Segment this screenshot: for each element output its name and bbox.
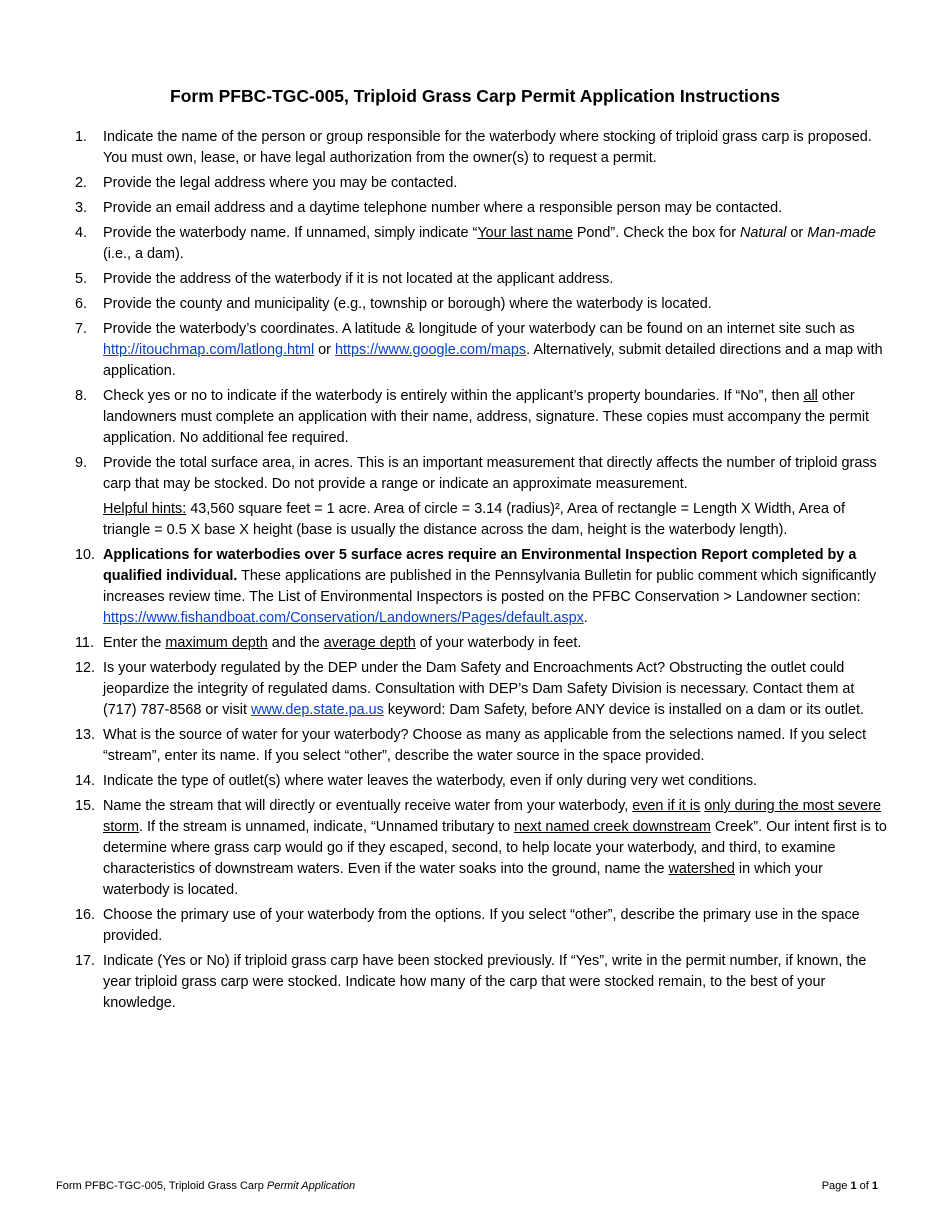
item-text xyxy=(103,386,890,449)
instruction-17 xyxy=(75,951,890,1014)
item-number: 10. xyxy=(75,547,96,563)
hints-text: 43,560 square feet = 1 acre. Area of circle = 3.14 (radius)², Area of rectangle = Length X Width, Area of triangle = 0.5 X base X height (base is usually the distance across the dam, height is the waterbody length). xyxy=(103,501,845,538)
item-number: 2. xyxy=(75,175,88,191)
text-segment: Pond”. Check the box for xyxy=(572,225,741,241)
footer-italic: Permit Application xyxy=(266,1180,356,1192)
itouchmap-link[interactable]: http://itouchmap.com/latlong.html xyxy=(103,342,315,358)
item-text: What is the source of water for your waterbody? Choose as many as applicable from the selections named. If you select “stream”, enter its name. If you select “other”, describe the water source in the space provided. xyxy=(103,727,867,764)
instruction-3 xyxy=(75,198,890,219)
instruction-14 xyxy=(75,771,890,792)
instruction-2 xyxy=(75,173,890,194)
item-number: 16. xyxy=(75,907,96,923)
underlined-text: next named creek downstream xyxy=(514,819,711,835)
item-number: 9. xyxy=(75,455,88,471)
text-segment: Creek”. Our intent first is to determine where grass carp would go if they escaped, second, to help locate your waterbody, and third, to examine characteristics of downstream waters. Even if the water soaks into the ground, name the xyxy=(103,819,887,877)
helpful-hints xyxy=(103,499,890,541)
text-segment: . xyxy=(583,610,588,626)
item-number: 4. xyxy=(75,225,88,241)
instruction-12 xyxy=(75,658,890,721)
underlined-text: Your last name xyxy=(477,225,573,241)
underlined-text: only during the most severe storm xyxy=(103,798,881,835)
instruction-11 xyxy=(75,633,890,654)
page-number: 1 xyxy=(850,1180,857,1192)
fishandboat-link[interactable]: https://www.fishandboat.com/Conservation/Landowners/Pages/default.aspx xyxy=(103,610,584,626)
item-text: Provide an email address and a daytime telephone number where a responsible person may be contacted. xyxy=(103,200,783,216)
hints-label: Helpful hints: xyxy=(103,501,187,517)
item-number: 3. xyxy=(75,200,88,216)
item-text xyxy=(103,796,890,901)
item-number: 15. xyxy=(75,798,96,814)
text-segment: in which your waterbody is located. xyxy=(103,861,823,898)
text-segment: keyword: Dam Safety, before ANY device is installed on a dam or its outlet. xyxy=(383,702,864,718)
item-number: 11. xyxy=(75,635,94,651)
text-segment: Is your waterbody regulated by the DEP under the Dam Safety and Encroachments Act? Obstructing the outlet could jeopardize the integrity of regulated dams. Consultation with DEP’s Dam Safety Division is necessary. Contact them at (717) 787-8568 or visit xyxy=(103,660,855,718)
text-segment: and the xyxy=(267,635,324,651)
instruction-13 xyxy=(75,725,890,767)
text-segment: These applications are published in the Pennsylvania Bulletin for public comment which significantly increases review time. The List of Environmental Inspectors is posted on the PFBC Conservation > Landowner section: xyxy=(103,568,877,605)
text-segment: other landowners must complete an application with their name, address, signature. These copies must accompany the permit application. No additional fee required. xyxy=(103,388,870,446)
item-number: 7. xyxy=(75,321,88,337)
text-segment: Provide the waterbody’s coordinates. A latitude & longitude of your waterbody can be found on an internet site such as xyxy=(103,321,855,337)
instruction-4 xyxy=(75,223,890,265)
text-segment: Provide the waterbody name. If unnamed, simply indicate “ xyxy=(103,225,478,241)
italic-text: Natural xyxy=(740,225,787,241)
text-segment: of your waterbody in feet. xyxy=(415,635,582,651)
instruction-list xyxy=(75,127,890,1018)
item-text xyxy=(103,223,890,265)
item-text: Indicate (Yes or No) if triploid grass carp have been stocked previously. If “Yes”, write in the permit number, if known, the year triploid grass carp were stocked. Indicate how many of the carp that were stocked remain, to the best of your knowledge. xyxy=(103,953,867,1011)
item-number: 12. xyxy=(75,660,96,676)
item-text xyxy=(103,453,890,541)
page-title: Form PFBC-TGC-005, Triploid Grass Carp Permit Application Instructions xyxy=(170,86,780,106)
footer-form-name xyxy=(56,1179,355,1193)
item-number: 14. xyxy=(75,773,96,789)
instruction-9 xyxy=(75,453,890,541)
item-text: Choose the primary use of your waterbody from the options. If you select “other”, describe the primary use in the space provided. xyxy=(103,907,860,944)
instruction-6 xyxy=(75,294,890,315)
item-text: Indicate the type of outlet(s) where water leaves the waterbody, even if only during very wet conditions. xyxy=(103,773,758,789)
item-number: 6. xyxy=(75,296,88,312)
item-text: Provide the legal address where you may be contacted. xyxy=(103,175,458,191)
item-text xyxy=(103,633,890,654)
instruction-10 xyxy=(75,545,890,629)
text-segment: or xyxy=(314,342,335,358)
bold-text: Applications for waterbodies over 5 surface acres require an Environmental Inspection Report completed by a qualified individual. xyxy=(103,547,857,584)
text-segment: Enter the xyxy=(103,635,166,651)
text-segment: (i.e., a dam). xyxy=(103,246,184,262)
item-text xyxy=(103,319,890,382)
item-text xyxy=(103,545,890,629)
text-segment: . Alternatively, submit detailed directions and a map with application. xyxy=(103,342,883,379)
text-segment: Check yes or no to indicate if the waterbody is entirely within the applicant’s property boundaries. If “No”, then xyxy=(103,388,804,404)
item-number: 5. xyxy=(75,271,88,287)
instruction-15 xyxy=(75,796,890,901)
instruction-5 xyxy=(75,269,890,290)
instruction-1 xyxy=(75,127,890,169)
page-word: Page xyxy=(821,1180,851,1192)
text-segment: . If the stream is unnamed, indicate, “Unnamed tributary to xyxy=(138,819,515,835)
underlined-text: all xyxy=(803,388,818,404)
item-text: Indicate the name of the person or group responsible for the waterbody where stocking of triploid grass carp is proposed. You must own, lease, or have legal authorization from the owner(s) to request a permit. xyxy=(103,129,872,166)
item-text: Provide the county and municipality (e.g., township or borough) where the waterbody is located. xyxy=(103,296,712,312)
underlined-text: average depth xyxy=(323,635,416,651)
underlined-text: even if it is xyxy=(632,798,701,814)
page-of: of xyxy=(856,1180,872,1192)
item-text: Provide the address of the waterbody if it is not located at the applicant address. xyxy=(103,271,614,287)
page-counter xyxy=(822,1179,878,1193)
underlined-text: watershed xyxy=(668,861,735,877)
dep-link[interactable]: www.dep.state.pa.us xyxy=(250,702,384,718)
item-number: 1. xyxy=(75,129,88,145)
text-segment: Name the stream that will directly or eventually receive water from your waterbody, xyxy=(103,798,633,814)
instruction-8 xyxy=(75,386,890,449)
instruction-16 xyxy=(75,905,890,947)
item-number: 8. xyxy=(75,388,88,404)
text-segment: or xyxy=(786,225,808,241)
item-number: 17. xyxy=(75,953,96,969)
item-number: 13. xyxy=(75,727,96,743)
underlined-text: maximum depth xyxy=(165,635,268,651)
instruction-7 xyxy=(75,319,890,382)
item-text xyxy=(103,658,890,721)
text-segment: Provide the total surface area, in acres. This is an important measurement that directly affects the number of triploid grass carp that may be stocked. Do not provide a range or indicate an approximate measurement. xyxy=(103,455,877,492)
italic-text: Man-made xyxy=(807,225,876,241)
page-total: 1 xyxy=(871,1180,878,1192)
google-maps-link[interactable]: https://www.google.com/maps xyxy=(334,342,527,358)
footer-text: Form PFBC-TGC-005, Triploid Grass Carp xyxy=(56,1180,267,1192)
